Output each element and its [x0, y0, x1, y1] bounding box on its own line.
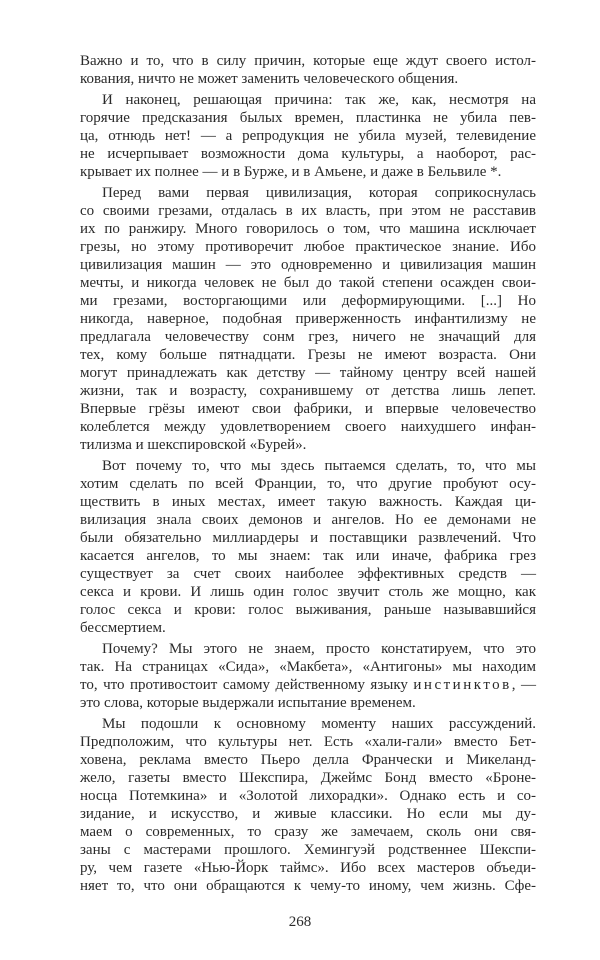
text-line: [80, 676, 536, 694]
text-line: их по ранжиру. Много говорилось о том, что машина исключает: [80, 221, 536, 237]
text-line: предлагала человечеству сонм грез, ничего не значащий для: [80, 329, 536, 345]
paragraph: [80, 91, 536, 181]
text-line: грезы, но этому противоречит любое практическое знание. Ибо: [80, 239, 536, 255]
text-line: не исчерпывает возможности дома культуры, а наоборот, рас-: [80, 146, 536, 162]
text-line: горячие предсказания былых времен, пластинка не убила пев-: [80, 110, 536, 126]
text-line: бессмертием.: [80, 620, 166, 636]
text-line: маем о современных, то сразу же замечаем, сколь они свя-: [80, 824, 536, 840]
text-line: жизни, так и возрасту, сохранившему от детства лишь лепет.: [80, 383, 536, 399]
paragraph: [80, 640, 536, 712]
text-line: тех, кому больше пятнадцати. Грезы не имеют возраста. Они: [80, 347, 536, 363]
text-span: то, что противостоит самому действенному языку: [80, 677, 414, 693]
text-line: Впервые грёзы имеют свои фабрики, и впервые человечество: [80, 401, 536, 417]
text-line: ществить в иных местах, имеет такую важность. Каждая ци-: [80, 494, 536, 510]
text-line: были обязательно миллиардеры и поставщики развлечений. Что: [80, 530, 536, 546]
text-line: крывает их полнее — и в Бурже, и в Амьене, и даже в Бельвиле *.: [80, 164, 502, 180]
paragraph: [80, 715, 536, 895]
text-line: ховена, реклама вместо Пьеро делла Франчески и Микеланд-: [80, 752, 536, 768]
text-line: могут принадлежать как детству — тайному центру всей нашей: [80, 365, 536, 381]
text-span: , —: [511, 677, 536, 693]
text-line: Важно и то, что в силу причин, которые еще ждут своего истол-: [80, 53, 536, 69]
text-line: никогда, наверное, подобная приверженность инфантилизму не: [80, 311, 536, 327]
paragraph: [80, 457, 536, 637]
text-line: заны с мастерами прошлого. Хемингуэй родственнее Шекспи-: [80, 842, 536, 858]
text-line: голос секса и крови: голос выживания, раньше называвшийся: [80, 602, 536, 618]
page-number: 268: [288, 914, 312, 930]
text-line: ми грезами, восторгающими или деформирующими. [...] Но: [80, 293, 536, 309]
text-line: носца Потемкина» и «Золотой лихорадки». Однако есть и со-: [80, 788, 536, 804]
text-line: Мы подошли к основному моменту наших рассуждений.: [102, 716, 536, 732]
spaced-emphasis: инстинктов: [413, 677, 512, 693]
text-line: жело, газеты вместо Шекспира, Джеймс Бонд вместо «Броне-: [80, 770, 536, 786]
paragraph: [80, 184, 536, 454]
text-line: мечты, и никогда человек не был до такой степени осажден свои-: [80, 275, 536, 291]
text-line: ца, отнюдь нет! — а репродукция не убила музей, телевидение: [80, 128, 536, 144]
text-line: касается ангелов, то мы знаем: так или иначе, фабрика грез: [80, 548, 536, 564]
text-line: колеблется между удовлетворением своего наихудшего инфан-: [80, 419, 536, 435]
text-line: И наконец, решающая причина: так же, как, несмотря на: [102, 92, 536, 108]
text-line: так. На страницах «Сида», «Макбета», «Антигоны» мы находим: [80, 659, 536, 675]
text-line: это слова, которые выдержали испытание временем.: [80, 695, 416, 711]
text-line: Перед вами первая цивилизация, которая соприкоснулась: [102, 185, 536, 201]
text-line: существует за счет своих наиболее эффективных средств —: [80, 566, 536, 582]
text-line: няет то, что они обращаются к чему-то иному, чем жизнь. Сфе-: [80, 878, 536, 894]
text-line: Предположим, что культуры нет. Есть «хали-гали» вместо Бет-: [80, 734, 536, 750]
text-line: Вот почему то, что мы здесь пытаемся сделать, то, что мы: [102, 458, 536, 474]
text-line: тилизма и шекспировской «Бурей».: [80, 437, 307, 453]
text-line: вилизация знала своих демонов и ангелов. Но ее демонами не: [80, 512, 536, 528]
text-line: хотим сделать по всей Франции, то, что другие пробуют осу-: [80, 476, 536, 492]
text-line: Почему? Мы этого не знаем, просто констатируем, что это: [102, 641, 536, 657]
text-line: кования, ничто не может заменить человеческого общения.: [80, 71, 459, 87]
text-line: зидание, и искусство, и живые классики. Но если мы ду-: [80, 806, 536, 822]
text-line: цивилизация машин — это одновременно и цивилизация машин: [80, 257, 536, 273]
text-line: со своими грезами, отдалась в их власть, при этом не расставив: [80, 203, 536, 219]
paragraph: [80, 52, 536, 88]
text-line: ру, чем газете «Нью-Йорк таймс». Ибо всех мастеров объеди-: [80, 860, 536, 876]
text-line: секса и крови. И лишь один голос звучит столь же мощно, как: [80, 584, 536, 600]
page-text: [80, 52, 536, 898]
